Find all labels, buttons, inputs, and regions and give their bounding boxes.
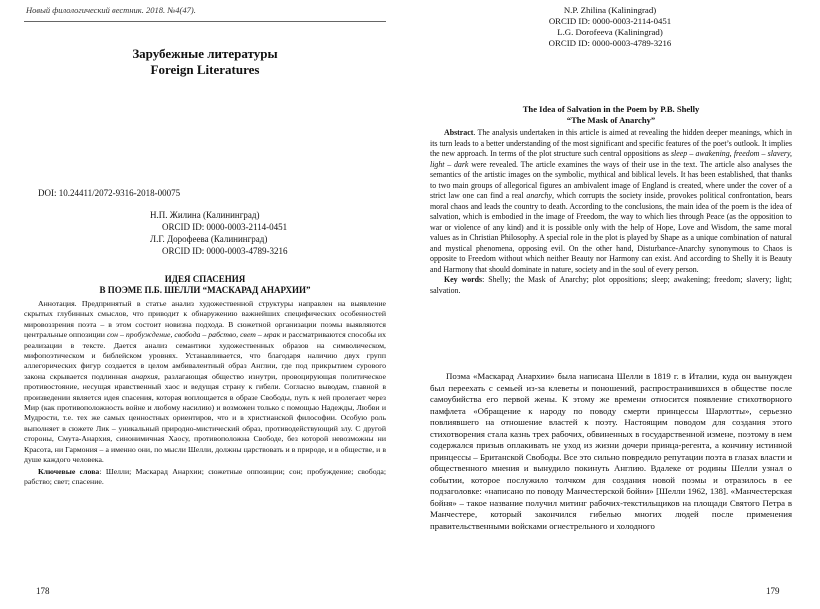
- authors-ru: [150, 209, 386, 257]
- header-rule: [24, 21, 386, 22]
- abstract-en-text-2: were revealed. The article examines the ways of their use in the text. The article also analyses the semantics of the artistic images on the symbolic, mythical and biblical levels. It has been established, that thanks to two main groups of allegorical figures an ambivalent image of England is created, where under the cover of a strict law one can find a real: [430, 159, 792, 200]
- right-page: [410, 0, 820, 609]
- journal-header: Новый филологический вестник. 2018. №4(47).: [26, 5, 196, 15]
- abstract-ru-text-3: , разлагающая общество изнутри, провоцирующая политическое противостояние, несущая нравственный хаос и ведущая страну к гибели. Согласно выводам, главной в произведении является идея спасения, которая воплощается в образе Свободы, путь к ней пролегает через Мир (как противоположность войне и любому насилию) и возможен только с помощью Надежды, Любви и Мудрости, т.е. тех же самых ценностных ориентиров, что и в христианской философии. Особую роль выполняет в сюжете Лик – уникальный природно-мистический образ, противодействующий злу. С другой стороны, Смута-Анархия, синонимичная Хаосу, противоположна Свободе, без которой невозможны ни Красота, ни Гармония – а именно они, по мысли Шелли, должны царствовать и в природе, и в обществе, и в душе каждого человека.: [24, 371, 386, 465]
- author-2-name-en: L.G. Dorofeeva (Kaliningrad): [557, 27, 663, 37]
- author-1-orcid: ORCID ID: 0000-0003-2114-0451: [162, 222, 288, 232]
- body-paragraph: Поэма «Маскарад Анархии» была написана Шелли в 1819 г. в Италии, куда он вынужден был переехать с семьей из-за клеветы и поношений, распространившихся в обществе после самоубийства его первой жены. К этому же времени относится появление стихотворного памфлета «Обращение к народу по поводу смерти принцессы Шарлотты», серьезно повлиявшего на отношение властей к поэту. Настоящим поводом для создания этого стихотворения стала казнь трех рабочих, обвиненных в государственной измене, поэтому в нем содержался призыв оплакивать не уход из жизни дочери принца-регента, а кончину истинной принцессы – Британской Свободы. Все это сильно повредило репутации поэта в глазах власти и общественного мнения и вынудило покинуть Англию. Вдалеке от родины Шелли узнал о событии, которое послужило толчком для создания новой поэмы и отразилось в ее подзаголовке: «написано по поводу Манчестерской бойни» [Шелли 1962, 138]. «Манчестерская бойня» – такое название получил митинг рабочих-текстильщиков на площади Святого Петра в Манчестере, который закончился гибелью многих людей после применения правительственными войсками огнестрельного и холодного: [430, 371, 792, 531]
- article-title-en-line1: The Idea of Salvation in the Poem by P.B. Shelly: [522, 104, 700, 114]
- page-number-right: 179: [766, 586, 780, 596]
- article-title-ru: [24, 274, 386, 296]
- author-2-name: Л.Г. Дорофеева (Калининград): [150, 234, 268, 244]
- article-title-ru-line1: ИДЕЯ СПАСЕНИЯ: [164, 274, 246, 284]
- abstract-en-label: Abstract: [444, 128, 474, 137]
- keywords-en: [430, 275, 792, 296]
- section-title-ru: Зарубежные литературы: [132, 46, 278, 61]
- abstract-en-paragraph: [430, 128, 792, 275]
- abstract-ru-text-2: и рассматриваются способы их реализации в тексте. Дается анализ семантики художественных образов на символическом, мифопоэтическом и библейском уровнях. Устанавливается, что благодаря наличию двух групп аллегорических фигур создается в целом амбивалентный образ Англии, где под прикрытием сурового закона скрывается подлинная: [24, 330, 386, 381]
- section-title: [24, 46, 386, 78]
- abstract-ru-oppositions: сон – пробуждение, свобода – рабство, свет – мрак: [106, 330, 281, 340]
- abstract-ru-text-1: Аннотация. Предпринятый в статье анализ художественной структуры направлен на выявление скрытых глубинных смыслов, что приводит к обнаружению важнейших специфических особенностей мировоззрения поэта – в этом состоит новизна подхода. В сюжетной организации поэмы выявляются центральные оппозиции: [24, 299, 386, 340]
- author-2-orcid: ORCID ID: 0000-0003-4789-3216: [162, 246, 288, 256]
- abstract-en-text-1: . The analysis undertaken in this article is aimed at revealing the hidden deeper meanings, which in its turn leads to a better understanding of the most significant and specific features of the poet’s outlook. It implies the new approach. In terms of the plot structure such central oppositions as: [430, 128, 792, 158]
- article-title-en-line2: “The Mask of Anarchy”: [566, 115, 656, 125]
- abstract-en-oppositions: sleep – awakening, freedom – slavery, light – dark: [430, 149, 792, 169]
- abstract-en: [430, 128, 792, 296]
- article-title-en: [430, 104, 792, 126]
- author-1-name-en: N.P. Zhilina (Kaliningrad): [563, 5, 657, 15]
- abstract-ru: [24, 299, 386, 487]
- keywords-ru-label: Ключевые слова: [38, 466, 100, 476]
- abstract-ru-anarchy: анархия: [131, 371, 158, 381]
- page-number-left: 178: [36, 586, 50, 596]
- section-title-en: Foreign Literatures: [150, 62, 260, 77]
- abstract-ru-paragraph: [24, 299, 386, 466]
- keywords-en-label: Key words: [444, 275, 483, 284]
- author-2-orcid-en: ORCID ID: 0000-0003-4789-3216: [548, 38, 672, 48]
- abstract-en-text-3: , which corrupts the society inside, provokes political confrontation, bears moral chaos and leads the country to death. According to the conclusions, the main idea of the poem is the idea of salvation, which is embodied in the image of Freedom, the way to which lies through Peace (as the opposition to war or violence of any kind) and it is possible only with the help of Hope, Love and Wisdom, the same moral values as in Christian Philosophy. A special role in the plot is played by Shape as a unique combination of natural and mystical phenomena, opposing evil. On the other hand, Disturbance-Anarchy synonymous to Chaos is opposite to Freedom without which neither Beauty nor Harmony can exist. And according to Shelly it is Beauty and Harmony that should dominate in nature, society and in the soul of every person.: [430, 191, 793, 274]
- author-1-name: Н.П. Жилина (Калининград): [150, 210, 260, 220]
- keywords-en-text: : Shelly; the Mask of Anarchy; plot oppositions; sleep; awakening; freedom; slavery; light; salvation.: [430, 275, 792, 295]
- keywords-ru-text: : Шелли; Маскарад Анархии; сюжетные оппозиции; сон; пробуждение; свобода; рабство; свет; спасение.: [24, 466, 386, 486]
- authors-en: [410, 5, 810, 49]
- doi: DOI: 10.24411/2072-9316-2018-00075: [38, 188, 181, 198]
- abstract-en-anarchy: anarchy: [526, 191, 552, 200]
- article-title-ru-line2: В ПОЭМЕ П.Б. ШЕЛЛИ “МАСКАРАД АНАРХИИ”: [99, 285, 311, 295]
- author-1-orcid-en: ORCID ID: 0000-0003-2114-0451: [548, 16, 672, 26]
- article-body: [430, 371, 792, 532]
- keywords-ru: [24, 467, 386, 488]
